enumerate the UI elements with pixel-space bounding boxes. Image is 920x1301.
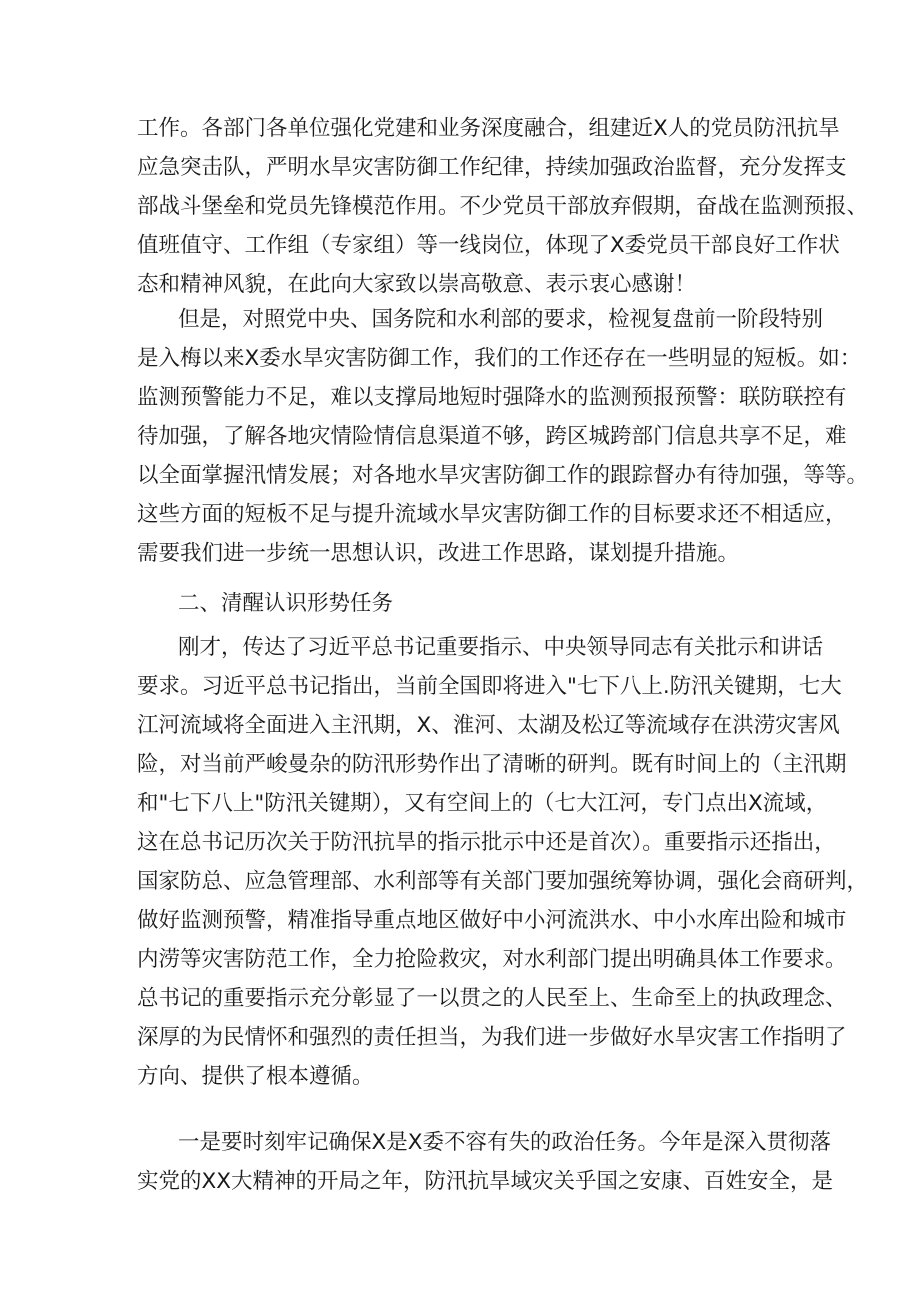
paragraph-3-line-4: 险，对当前严峻曼杂的防汛形势作出了清晰的研判。既有时间上的（主汛期 [137,752,847,777]
paragraph-2-line-5: 以全面掌握汛情发展；对各地水旱灾害防御工作的跟踪督办有待加强，等等。 [137,463,869,488]
paragraph-1-line-2: 应急突击队，严明水旱灾害防御工作纪律，持续加强政治监督，充分发挥支 [137,155,847,180]
paragraph-1-line-1: 工作。各部门各单位强化党建和业务深度融合，组建近X人的党员防汛抗旱 [137,116,840,141]
paragraph-3-line-6: 这在总书记历次关于防汛抗旱的指示批示中还是首次）。重要指示还指出， [137,830,836,855]
paragraph-2-line-7: 需要我们进一步统一思想认识，改进工作思路，谋划提升措施。 [137,541,740,566]
paragraph-3-line-9: 内涝等灾害防范工作，全力抢险救灾，对水利部门提出明确具体工作要求。 [137,947,847,972]
paragraph-3-line-10: 总书记的重要指示充分彰显了一以贯之的人民至上、生命至上的执政理念、 [137,986,847,1011]
paragraph-3-line-5: 和"七下八上"防汛关键期），又有空间上的（七大江河，专门点出X流域， [137,791,828,816]
paragraph-4-line-1: 一是要时刻牢记确保X是X委不容有失的政治任务。今年是深入贯彻落 [178,1130,831,1155]
paragraph-3-line-12: 方向、提供了根本遵循。 [137,1064,374,1089]
paragraph-4-line-2: 实党的XX大精神的开局之年，防汛抗旱域灾关乎国之安康、百姓安全，是 [137,1169,833,1194]
paragraph-1-line-5: 态和精神风貌，在此向大家致以崇高敬意、表示衷心感谢！ [137,272,697,297]
paragraph-2-line-6: 这些方面的短板不足与提升流域水旱灾害防御工作的目标要求还不相适应， [137,502,847,527]
paragraph-3-line-1: 刚才，传达了习近平总书记重要指示、中央领导同志有关批示和讲话 [178,635,824,660]
paragraph-3-line-7: 国家防总、应急管理部、水利部等有关部门要加强统筹协调，强化会商研判， [137,869,869,894]
paragraph-3-line-3: 江河流域将全面进入主汛期，X、淮河、太湖及松辽等流域存在洪涝灾害风 [137,713,840,738]
section-heading: 二、清醒认识形势任务 [178,591,394,616]
paragraph-3-line-2: 要求。习近平总书记指出，当前全国即将进入"七下八上.防汛关键期，七大 [137,674,842,699]
paragraph-2-line-1: 但是，对照党中央、国务院和水利部的要求，检视复盘前一阶段特别 [178,307,824,332]
paragraph-2-line-3: 监测预警能力不足，难以支撑局地短时强降水的监测预报预警：联防联控有 [137,385,847,410]
paragraph-2-line-2: 是入梅以来X委水旱灾害防御工作，我们的工作还存在一些明显的短板。如： [137,346,862,371]
paragraph-2-line-4: 待加强，了解各地灾情险情信息渠道不够，跨区城跨部门信息共享不足，难 [137,424,847,449]
paragraph-1-line-4: 值班值守、工作组（专家组）等一线岗位，体现了X委党员干部良好工作状 [137,233,840,258]
paragraph-3-line-8: 做好监测预警，精准指导重点地区做好中小河流洪水、中小水库出险和城市 [137,908,847,933]
paragraph-3-line-11: 深厚的为民情怀和强烈的责任担当，为我们进一步做好水旱灾害工作指明了 [137,1025,847,1050]
paragraph-1-line-3: 部战斗堡垒和党员先锋模范作用。不少党员干部放弃假期，奋战在监测预报、 [137,194,869,219]
